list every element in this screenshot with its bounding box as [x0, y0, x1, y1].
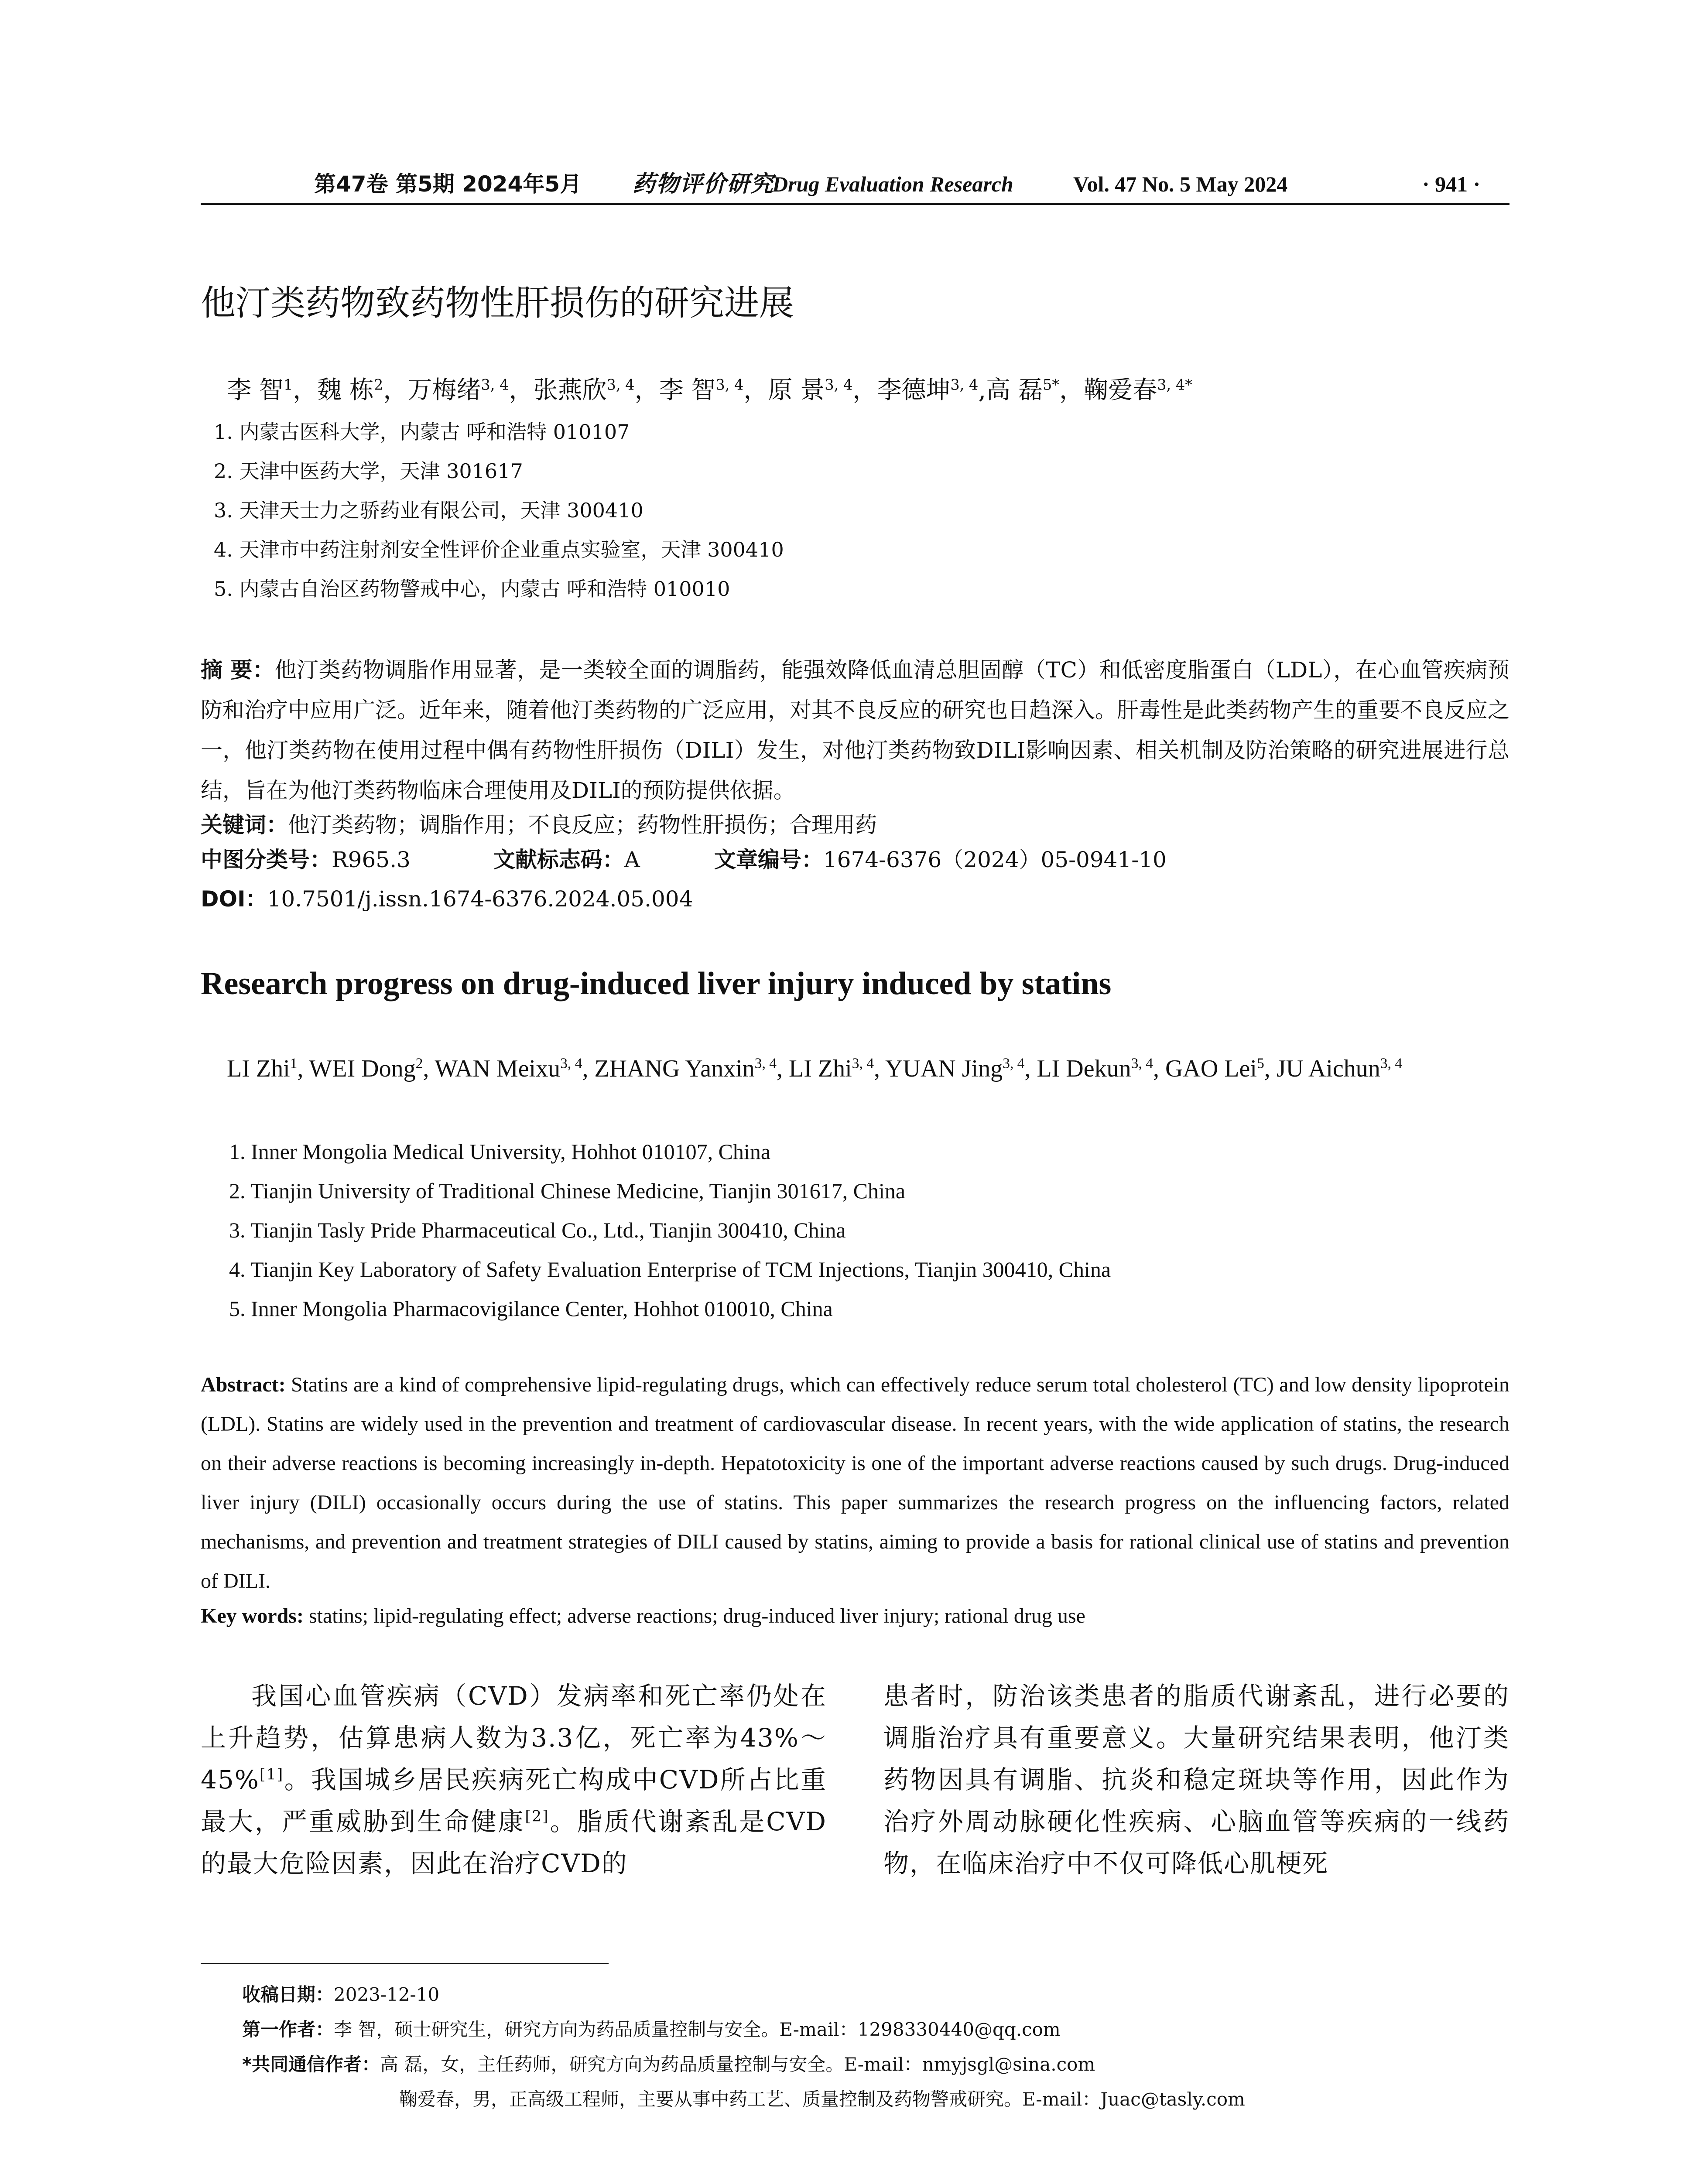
- header-vol-issue-cn: 第47卷 第5期 2024年5月: [314, 171, 582, 197]
- footnote-corresponding-2: 鞠爱春，男，正高级工程师，主要从事中药工艺、质量控制及药物警戒研究。E-mail：Juac@tasly.com: [399, 2089, 1245, 2110]
- title-cn: 他汀类药物致药物性肝损伤的研究进展: [201, 283, 794, 323]
- author-cn: 李 智$^1$: [227, 376, 293, 404]
- citation-ref[interactable]: [1]: [259, 1766, 284, 1784]
- author-cn: 鞠爱春$^{3, 4*}$: [1084, 376, 1193, 404]
- author-cn: 李 智$^{3, 4}$: [659, 376, 744, 404]
- author-cn: 高 磊$^{5*}$: [986, 376, 1060, 404]
- keywords-en: Key words: statins; lipid-regulating effect; adverse reactions; drug-induced liver injury; rational drug use: [201, 1604, 1085, 1627]
- body-column-left: 我国心血管疾病（CVD）发病率和死亡率仍处在上升趋势，估算患病人数为3.3亿，死亡率为43%～45%[1]。我国城乡居民疾病死亡构成中CVD所占比重最大，严重威胁到生命健康[2]。脂质代谢紊乱是CVD的最大危险因素，因此在治疗CVD的: [201, 1681, 827, 1878]
- author-cn: 原 景$^{3, 4}$: [768, 376, 853, 404]
- author-cn: 李德坤$^{3, 4}$: [877, 376, 979, 404]
- citation-ref[interactable]: [2]: [525, 1808, 549, 1825]
- affiliation-cn: 5. 内蒙古自治区药物警戒中心，内蒙古 呼和浩特 010010: [214, 577, 730, 601]
- running-header: [201, 167, 1509, 202]
- footnote-corresponding: *共同通信作者：高 磊，女，主任药师，研究方向为药品质量控制与安全。E-mail：nmyjsgl@sina.com: [242, 2054, 1095, 2075]
- abstract-cn-label: 摘 要：: [201, 657, 275, 683]
- affiliation-cn: 1. 内蒙古医科大学，内蒙古 呼和浩特 010107: [214, 420, 630, 444]
- footnote-rule: [201, 1963, 609, 1964]
- author-cn: 万梅绪$^{3, 4}$: [407, 376, 509, 404]
- affiliation-en: 1. Inner Mongolia Medical University, Hohhot 010107, China: [229, 1139, 771, 1164]
- classification-line: 中图分类号：R965.3 文献标志码：A 文章编号：1674-6376（2024）05-0941-10: [201, 847, 1167, 872]
- keywords-cn: 关键词：他汀类药物；调脂作用；不良反应；药物性肝损伤；合理用药: [201, 812, 877, 838]
- author-cn: 张燕欣$^{3, 4}$: [533, 376, 635, 404]
- title-en: Research progress on drug-induced liver injury induced by statins: [201, 966, 1112, 1002]
- affiliation-en: 4. Tianjin Key Laboratory of Safety Evaluation Enterprise of TCM Injections, Tianjin 300410, China: [229, 1257, 1111, 1282]
- header-journal-en: Drug Evaluation Research: [772, 172, 1013, 196]
- abstract-cn: [201, 650, 1509, 810]
- abstract-cn-text: 他汀类药物调脂作用显著，是一类较全面的调脂药，能强效降低血清总胆固醇（TC）和低密度脂蛋白（LDL），在心血管疾病预防和治疗中应用广泛。近年来，随着他汀类药物的广泛应用，对其不良反应的研究也日趋深入。肝毒性是此类药物产生的重要不良反应之一，他汀类药物在使用过程中偶有药物性肝损伤（DILI）发生，对他汀类药物致DILI影响因素、相关机制及防治策略的研究进展进行总结，旨在为他汀类药物临床合理使用及DILI的预防提供依据。: [201, 657, 1509, 803]
- authors-cn: 李 智$^1$，魏 栋$^2$，万梅绪$^{3, 4}$，张燕欣$^{3, 4}$，李 智$^{3, 4}$，原 景$^{3, 4}$，李德坤$^{3, 4}$,高 磊$^{5*}$，鞠爱春$^{3, 4*}$: [227, 376, 1193, 404]
- authors-en: LI Zhi$^1$, WEI Dong$^2$, WAN Meixu$^{3, 4}$, ZHANG Yanxin$^{3, 4}$, LI Zhi$^{3, 4}$, YUAN Jing$^{3, 4}$, LI Dekun$^{3, 4}$, GAO Lei$^5$, JU Aichun$^{3, 4}$: [227, 1055, 1403, 1082]
- affiliation-en: 3. Tianjin Tasly Pride Pharmaceutical Co., Ltd., Tianjin 300410, China: [229, 1218, 846, 1242]
- footnote-first-author: 第一作者：李 智，硕士研究生，研究方向为药品质量控制与安全。E-mail：1298330440@qq.com: [242, 2019, 1061, 2040]
- affiliation-cn: 2. 天津中医药大学，天津 301617: [214, 459, 523, 483]
- abstract-en: [201, 1365, 1509, 1601]
- affiliation-en: 2. Tianjin University of Traditional Chinese Medicine, Tianjin 301617, China: [229, 1179, 906, 1203]
- doi-line: DOI：10.7501/j.issn.1674-6376.2024.05.004: [201, 886, 693, 912]
- affiliation-cn: 4. 天津市中药注射剂安全性评价企业重点实验室，天津 300410: [214, 538, 784, 561]
- page-number: · 941 ·: [1422, 172, 1481, 196]
- journal-logo: 药物评价研究: [633, 171, 774, 197]
- affiliation-en: 5. Inner Mongolia Pharmacovigilance Center, Hohhot 010010, China: [229, 1296, 833, 1321]
- footnote-received: 收稿日期：2023-12-10: [242, 1984, 440, 2005]
- header-vol-issue-en: Vol. 47 No. 5 May 2024: [1073, 172, 1288, 196]
- author-cn: 魏 栋$^2$: [317, 376, 383, 404]
- abstract-en-text: Statins are a kind of comprehensive lipid-regulating drugs, which can effectively reduce serum total cholesterol (TC) and low density lipoprotein (LDL). Statins are widely used in the prevention and treatment of cardiovascular disease. In recent years, with the wide application of statins, the research on their adverse reactions is becoming increasingly in-depth. Hepatotoxicity is one of the important adverse reactions caused by such drugs. Drug-induced liver injury (DILI) occasionally occurs during the use of statins. This paper summarizes the research progress on the influencing factors, related mechanisms, and prevention and treatment strategies of DILI caused by statins, aiming to provide a basis for rational clinical use of statins and prevention of DILI.: [201, 1373, 1509, 1593]
- header-rule: [201, 203, 1509, 205]
- affiliation-cn: 3. 天津天士力之骄药业有限公司，天津 300410: [214, 499, 643, 522]
- body-column-right: 患者时，防治该类患者的脂质代谢紊乱，进行必要的调脂治疗具有重要意义。大量研究结果表明，他汀类药物因具有调脂、抗炎和稳定斑块等作用，因此作为治疗外周动脉硬化性疾病、心脑血管等疾病的一线药物，在临床治疗中不仅可降低心肌梗死: [883, 1681, 1509, 1878]
- abstract-en-label: Abstract:: [201, 1373, 286, 1396]
